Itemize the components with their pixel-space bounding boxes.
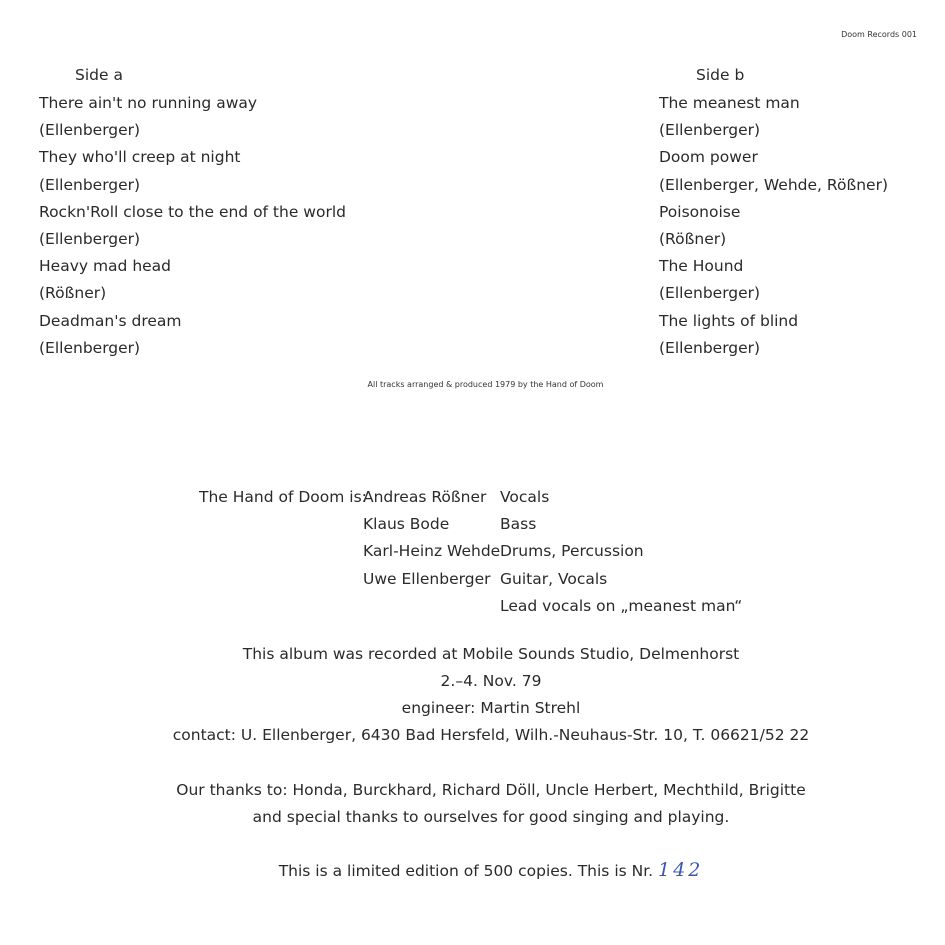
track-title: Rockn'Roll close to the end of the world: [39, 202, 346, 221]
track-title: Heavy mad head: [39, 257, 172, 276]
member-role: Drums, Percussion: [500, 542, 644, 561]
production-note: All tracks arranged & produced 1979 by the Hand of Doom: [367, 380, 604, 389]
edition-line: [0, 857, 945, 885]
track-title: They who'll creep at night: [39, 148, 241, 167]
band-member-names: [363, 484, 500, 593]
track-title: Doom power: [659, 148, 758, 167]
track-writer: (Ellenberger, Wehde, Rößner): [659, 175, 888, 194]
edition-number-handwritten: 142: [658, 859, 704, 881]
track-title: The Hound: [659, 257, 744, 276]
track-title: Deadman's dream: [39, 311, 182, 330]
track-writer: (Ellenberger): [659, 338, 761, 357]
member-role: Guitar, Vocals: [500, 569, 608, 588]
member-name: Karl-Heinz Wehde: [363, 542, 501, 561]
band-member-roles: [500, 484, 742, 620]
track-title: The lights of blind: [659, 311, 799, 330]
member-role: Vocals: [500, 488, 550, 506]
track-writer: (Ellenberger): [659, 121, 761, 140]
track-writer: (Rößner): [659, 230, 727, 249]
track-writer: (Rößner): [39, 284, 107, 303]
track-writer: (Ellenberger): [659, 284, 761, 303]
band-label: The Hand of Doom is:: [199, 488, 367, 506]
track-writer: (Ellenberger): [39, 175, 141, 194]
thanks-line-special: and special thanks to ourselves for good singing and playing.: [252, 808, 730, 826]
track-writer: (Ellenberger): [39, 121, 141, 140]
track-title: The meanest man: [659, 94, 800, 112]
track-writer: (Ellenberger): [39, 230, 141, 249]
track-writer: (Ellenberger): [39, 338, 141, 357]
recording-engineer: engineer: Martin Strehl: [401, 699, 581, 717]
track-title: There ain't no running away: [39, 94, 258, 112]
thanks-line: Our thanks to: Honda, Burckhard, Richard Döll, Uncle Herbert, Mechthild, Brigitte: [176, 781, 806, 799]
recording-dates: 2.–4. Nov. 79: [440, 672, 542, 690]
edition-text: This is a limited edition of 500 copies. This is Nr.: [278, 862, 654, 880]
recording-studio: This album was recorded at Mobile Sounds Studio, Delmenhorst: [242, 645, 740, 663]
catalog-number: Doom Records 001: [841, 30, 917, 39]
track-title: Poisonoise: [659, 202, 741, 221]
member-role-extra: Lead vocals on „meanest man“: [500, 596, 743, 615]
member-name: Andreas Rößner: [363, 488, 487, 506]
contact-line: contact: U. Ellenberger, 6430 Bad Hersfeld, Wilh.-Neuhaus-Str. 10, T. 06621/52 22: [172, 726, 810, 744]
member-name: Uwe Ellenberger: [363, 569, 491, 588]
side-b-tracklist: [659, 90, 888, 362]
side-b-heading: Side b: [696, 66, 745, 84]
side-a-tracklist: [39, 90, 346, 362]
member-name: Klaus Bode: [363, 515, 450, 534]
side-a-heading: Side a: [75, 66, 123, 84]
member-role: Bass: [500, 515, 537, 534]
